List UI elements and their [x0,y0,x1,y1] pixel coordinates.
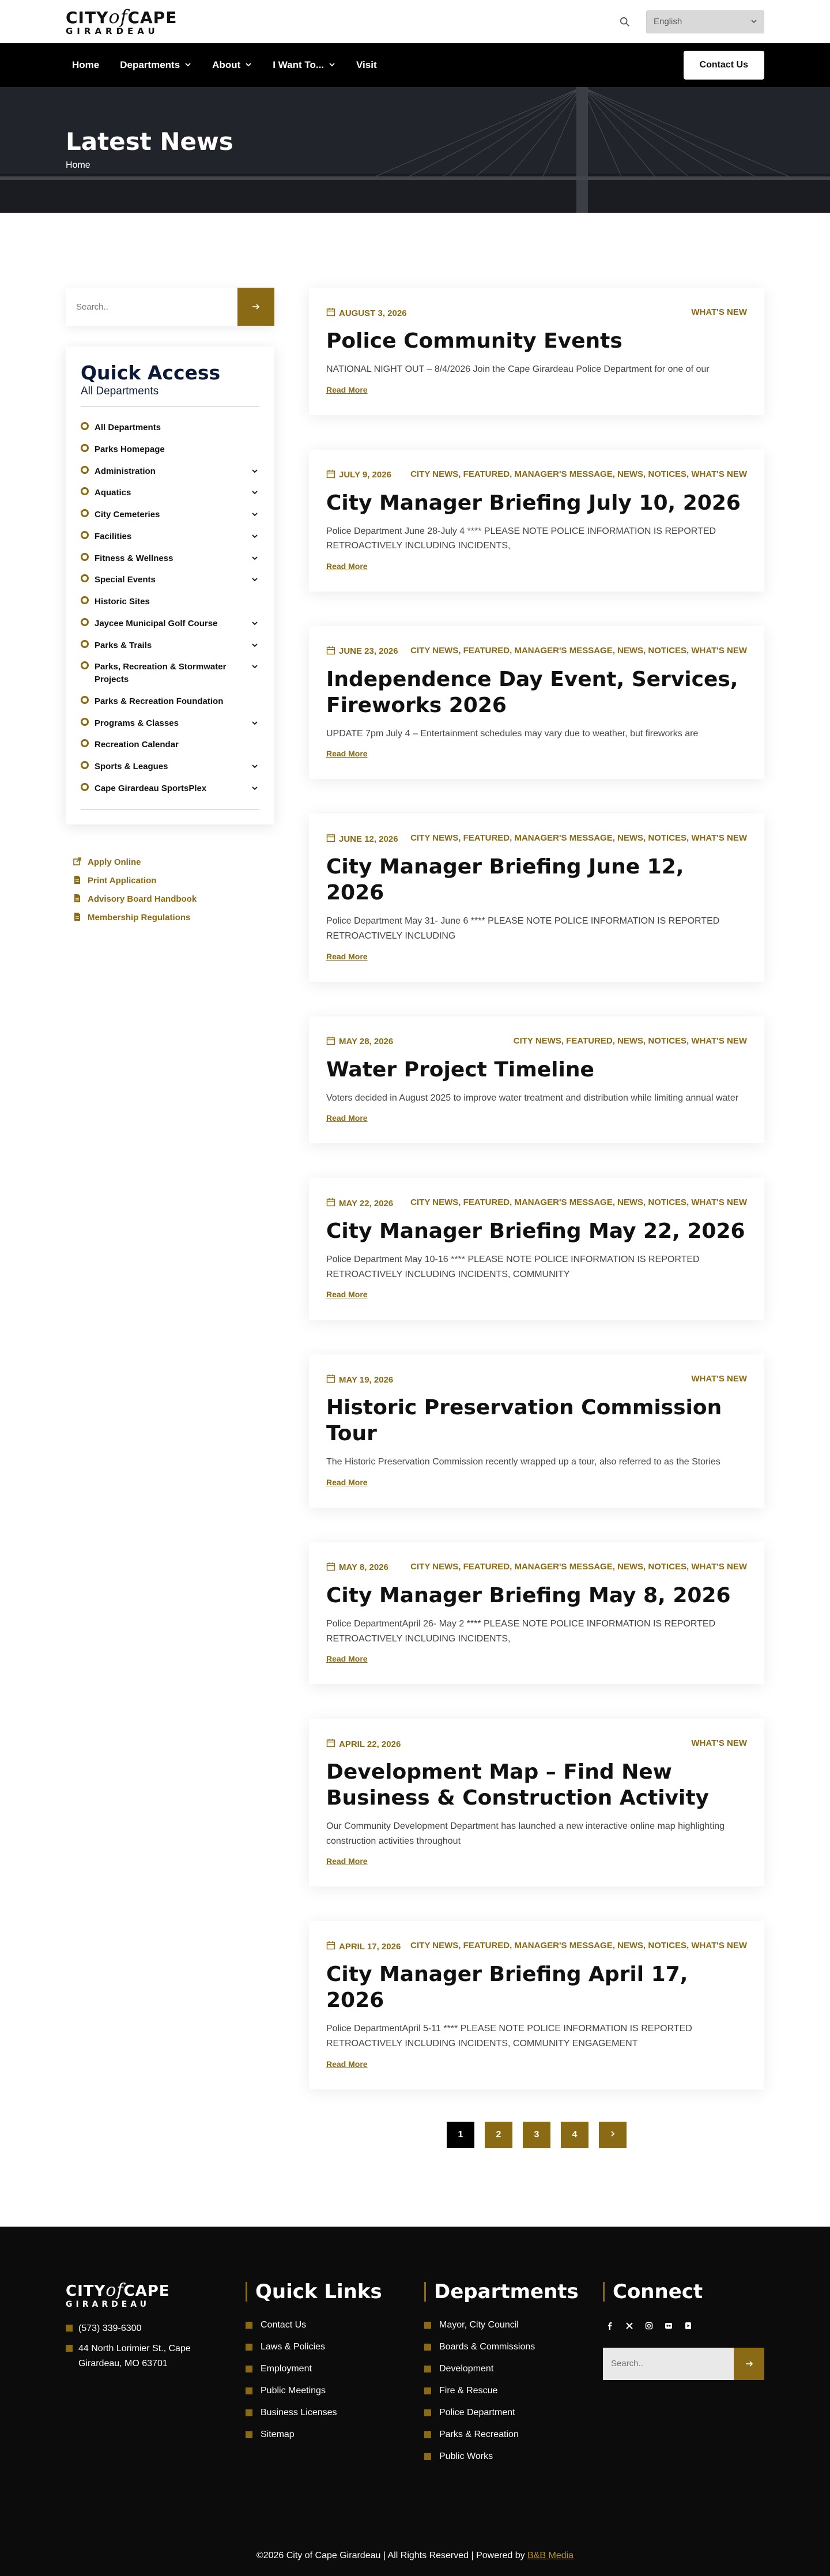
quick-access-item[interactable] [81,713,259,735]
page-button[interactable]: 4 [561,2122,588,2148]
footer-quick-links [246,2282,424,2468]
footer-departments-title: Departments [424,2282,603,2302]
quick-access-item[interactable] [81,756,259,778]
next-page-button[interactable] [599,2122,627,2148]
post-excerpt: NATIONAL NIGHT OUT – 8/4/2026 Join the Cape Girardeau Police Department for one of our [326,364,710,374]
post-categories[interactable]: CITY NEWS, FEATURED, MANAGER'S MESSAGE, NEWS, NOTICES, WHAT'S NEW [410,645,747,656]
footer-quick-link[interactable] [246,2314,424,2336]
footer-department-link-label: Development [439,2363,494,2374]
document-icon [73,894,82,905]
chevron-down-icon[interactable] [251,641,259,649]
chevron-down-icon[interactable] [251,784,259,792]
nav-item-label: I Want To... [273,59,325,70]
sidebar-search [66,288,274,326]
post-categories[interactable]: CITY NEWS, FEATURED, MANAGER'S MESSAGE, NEWS, NOTICES, WHAT'S NEW [410,1561,747,1572]
calendar-icon [326,833,335,845]
language-selected: English [654,17,682,27]
quick-access-item-label: Cape Girardeau SportsPlex [95,783,207,793]
post-excerpt: Voters decided in August 2025 to improve water treatment and distribution while limiting annual water [326,1093,739,1103]
quick-access-title: Quick Access [81,361,221,384]
footer-connect-title: Connect [603,2282,764,2302]
post-date-text: MAY 8, 2026 [339,1562,388,1573]
quick-access-item-label: Historic Sites [95,597,150,607]
footer-search-button[interactable] [734,2348,764,2380]
square-bullet-icon [424,2387,431,2394]
quick-access-panel [66,347,274,824]
quick-access-item[interactable] [81,691,259,713]
post-excerpt: UPDATE 7pm July 4 – Entertainment schedules may vary due to weather, but fireworks are [326,728,699,739]
nav-item-label: Home [72,59,100,70]
footer-department-link[interactable] [424,2446,603,2468]
page-button[interactable]: 2 [485,2122,512,2148]
instagram-icon[interactable] [644,2321,654,2330]
youtube-icon[interactable] [684,2321,693,2330]
phone-icon [66,2325,73,2332]
footer-address-text: 44 North Lorimier St., Cape Girardeau, MO 63701 [78,2344,191,2368]
sidebar-link[interactable] [73,853,274,872]
chevron-down-icon[interactable] [251,532,259,540]
post-excerpt: Police Department June 28-July 4 **** PLEASE NOTE POLICE INFORMATION IS REPORTED RETROACTIVELY INCLUDING INCIDENTS, [326,526,716,551]
square-bullet-icon [424,2344,431,2351]
quick-access-item-label: Facilities [95,531,132,541]
read-more-link[interactable]: Read More [326,1856,368,1866]
sidebar-link[interactable] [73,909,274,927]
external-link-icon [73,857,82,868]
quick-access-item[interactable] [81,548,259,570]
post-categories[interactable]: CITY NEWS, FEATURED, NEWS, NOTICES, WHAT'S NEW [513,1035,747,1046]
footer-quick-links-title: Quick Links [246,2282,424,2302]
news-card [309,626,764,779]
square-bullet-icon [246,2366,252,2372]
circle-bullet-icon [81,574,89,582]
contact-us-button[interactable]: Contact Us [684,51,764,80]
post-excerpt: Police DepartmentApril 26- May 2 **** PLEASE NOTE POLICE INFORMATION IS REPORTED RETROACTIVELY INCLUDING INCIDENTS, [326,1618,716,1644]
sidebar-links [66,853,274,927]
footer-quick-link-label: Laws & Policies [261,2341,326,2352]
quick-access-item[interactable] [81,482,259,504]
news-card [309,1542,764,1684]
page-title: Latest News [66,127,233,156]
footer-logo-city: CITY [66,2282,106,2300]
read-more-link[interactable]: Read More [326,1654,368,1664]
footer-logo-cape: CAPE [123,2282,170,2300]
calendar-icon [326,1197,335,1209]
post-date-text: MAY 19, 2026 [339,1374,394,1385]
chevron-down-icon[interactable] [251,719,259,727]
post-categories[interactable]: WHAT'S NEW [691,1374,747,1384]
circle-bullet-icon [81,553,89,561]
calendar-icon [326,469,335,481]
news-card [309,1016,764,1144]
post-date-text: JUNE 12, 2026 [339,834,398,844]
nav-item-2[interactable] [212,59,252,71]
post-date [326,1562,388,1573]
read-more-link[interactable]: Read More [326,1113,368,1123]
news-card [309,814,764,981]
post-title[interactable]: City Manager Briefing May 22, 2026 [326,1219,745,1244]
footer-logo[interactable] [66,2282,246,2308]
news-card [309,1354,764,1508]
post-categories[interactable]: WHAT'S NEW [691,1738,747,1749]
quick-access-item-label: Parks & Recreation Foundation [95,696,224,706]
post-title[interactable]: Development Map – Find New Business & Construction Activity [326,1760,710,1810]
nav-item-label: Visit [356,59,377,70]
quick-access-list [81,417,259,800]
footer-department-link[interactable] [424,2380,603,2402]
quick-access-item[interactable] [81,613,259,635]
language-select[interactable] [646,10,764,33]
read-more-link[interactable]: Read More [326,951,368,961]
breadcrumb[interactable]: Home [66,160,90,170]
sidebar-search-button[interactable] [237,288,274,326]
circle-bullet-icon [81,718,89,726]
post-categories[interactable]: CITY NEWS, FEATURED, MANAGER'S MESSAGE, NEWS, NOTICES, WHAT'S NEW [410,1941,747,1951]
chevron-down-icon[interactable] [251,662,259,671]
news-card [309,450,764,592]
footer-connect [603,2282,764,2468]
post-title[interactable]: City Manager Briefing April 17, 2026 [326,1963,688,2013]
quick-access-item-label: Fitness & Wellness [95,553,173,563]
footer-logo-of: of [105,2280,124,2300]
circle-bullet-icon [81,444,89,452]
post-date-text: AUGUST 3, 2026 [339,308,407,318]
circle-bullet-icon [81,509,89,517]
circle-bullet-icon [81,761,89,769]
post-date-text: JUNE 23, 2026 [339,646,398,657]
footer-quick-link[interactable] [246,2402,424,2424]
sidebar-link-label: Apply Online [88,857,141,867]
post-excerpt: Police Department May 10-16 **** PLEASE NOTE POLICE INFORMATION IS REPORTED RETROACTIVELY INCLUDING INCIDENTS, COMMUNITY [326,1255,700,1279]
footer-search-input[interactable] [603,2348,734,2380]
news-card [309,1178,764,1320]
chevron-down-icon [184,59,191,71]
calendar-icon [326,646,335,657]
chevron-down-icon[interactable] [251,467,259,475]
sidebar-link-label: Print Application [88,876,157,886]
logo-cape: CAPE [127,8,178,27]
read-more-link[interactable]: Read More [326,561,368,571]
footer-department-link-label: Boards & Commissions [439,2341,535,2352]
quick-access-item[interactable] [81,439,259,461]
quick-access-item[interactable] [81,734,259,756]
news-card [309,288,764,415]
quick-access-item-label: Special Events [95,575,156,585]
nav-item-3[interactable] [273,59,335,71]
chevron-down-icon [751,17,757,27]
document-icon [73,912,82,924]
quick-access-item-label: Parks Homepage [95,444,165,454]
arrow-right-icon [745,2359,754,2368]
main-content [0,213,830,2148]
post-title[interactable]: City Manager Briefing July 10, 2026 [326,491,741,515]
post-categories[interactable]: CITY NEWS, FEATURED, MANAGER'S MESSAGE, NEWS, NOTICES, WHAT'S NEW [410,1197,747,1208]
calendar-icon [326,307,335,319]
chevron-down-icon[interactable] [251,619,259,627]
quick-access-item-label: Parks & Trails [95,640,152,650]
footer-department-link-label: Parks & Recreation [439,2429,519,2439]
footer-quick-link-label: Sitemap [261,2429,295,2439]
quick-access-item[interactable] [81,635,259,657]
footer-quick-link-label: Business Licenses [261,2407,337,2417]
quick-access-item-label: All Departments [95,423,161,432]
post-date [326,1197,393,1209]
flickr-icon[interactable] [664,2321,673,2330]
circle-bullet-icon [81,596,89,604]
quick-access-item-label: Jaycee Municipal Golf Course [95,618,218,628]
post-excerpt: Police Department May 31- June 6 **** PLEASE NOTE POLICE INFORMATION IS REPORTED RETROACTIVELY INCLUDING [326,916,720,941]
quick-access-item[interactable] [81,656,259,691]
quick-access-item[interactable] [81,778,259,800]
footer-department-link-label: Fire & Rescue [439,2385,498,2396]
nav-item-4[interactable] [356,59,377,71]
square-bullet-icon [424,2453,431,2460]
footer-logo-girardeau: GIRARDEAU [66,2299,150,2309]
calendar-icon [326,1941,335,1952]
sidebar-link-label: Membership Regulations [88,913,191,922]
square-bullet-icon [246,2431,252,2438]
sidebar-link-label: Advisory Board Handbook [88,894,197,904]
quick-access-item[interactable] [81,504,259,526]
circle-bullet-icon [81,466,89,474]
footer-department-link[interactable] [424,2424,603,2446]
post-date [326,1036,393,1048]
nav-item-1[interactable] [120,59,191,71]
post-categories[interactable]: CITY NEWS, FEATURED, MANAGER'S MESSAGE, NEWS, NOTICES, WHAT'S NEW [410,833,747,843]
read-more-link[interactable]: Read More [326,749,368,759]
square-bullet-icon [246,2409,252,2416]
footer-phone[interactable] [66,2321,246,2336]
logo-girardeau: GIRARDEAU [66,26,159,36]
quick-access-item[interactable] [81,417,259,439]
circle-bullet-icon [81,739,89,747]
square-bullet-icon [424,2409,431,2416]
circle-bullet-icon [81,640,89,648]
circle-bullet-icon [81,696,89,704]
footer-departments [424,2282,603,2468]
post-date-text: MAY 28, 2026 [339,1037,394,1047]
news-card [309,1921,764,2089]
sidebar-link[interactable] [73,872,274,890]
sidebar [66,288,274,2148]
footer-quick-link[interactable] [246,2358,424,2380]
quick-access-item-label: Programs & Classes [95,718,179,728]
calendar-icon [326,1562,335,1573]
read-more-link[interactable]: Read More [326,1477,368,1487]
post-date [326,1941,401,1952]
quick-access-item-label: Recreation Calendar [95,740,179,750]
post-date-text: JULY 9, 2026 [339,470,391,480]
news-list [309,288,764,2148]
footer-phone-text: (573) 339-6300 [78,2323,142,2333]
chevron-right-icon [609,2130,616,2140]
page-hero [0,87,830,213]
post-title[interactable]: Historic Preservation Commission Tour [326,1396,722,1446]
square-bullet-icon [246,2344,252,2351]
footer-copyright [0,2551,830,2561]
quick-access-item-label: Administration [95,466,156,476]
circle-bullet-icon [81,661,89,669]
post-date-text: MAY 22, 2026 [339,1198,394,1208]
footer-department-link[interactable] [424,2314,603,2336]
square-bullet-icon [246,2387,252,2394]
read-more-link[interactable]: Read More [326,385,368,394]
sidebar-link[interactable] [73,890,274,909]
top-header [0,0,830,43]
circle-bullet-icon [81,618,89,626]
chevron-down-icon [245,59,252,71]
footer-quick-link[interactable] [246,2336,424,2358]
site-logo[interactable] [66,7,177,36]
post-date-text: APRIL 17, 2026 [339,1941,401,1952]
news-card [309,1719,764,1886]
post-date [326,1374,393,1385]
quick-access-item[interactable] [81,526,259,548]
calendar-icon [326,1738,335,1750]
document-icon [73,875,82,887]
site-footer [0,2227,830,2576]
post-excerpt: The Historic Preservation Commission recently wrapped up a tour, also referred to as the Stories [326,1457,720,1467]
social-links [603,2321,764,2330]
footer-department-link-label: Police Department [439,2407,515,2417]
post-date [326,1738,401,1750]
logo-city: CITY [66,8,109,27]
powered-by-link[interactable]: B&B Media [527,2550,574,2560]
quick-access-item-label: Aquatics [95,488,131,498]
calendar-icon [326,1374,335,1385]
footer-department-link-label: Public Works [439,2451,493,2461]
page-button[interactable]: 3 [523,2122,550,2148]
post-date-text: APRIL 22, 2026 [339,1739,401,1749]
logo-of: of [108,6,128,28]
footer-department-link[interactable] [424,2402,603,2424]
post-date [326,469,391,481]
footer-department-link[interactable] [424,2358,603,2380]
post-excerpt: Our Community Development Department has launched a new interactive online map highlighting construction activities throughout [326,1821,725,1846]
circle-bullet-icon [81,783,89,791]
circle-bullet-icon [81,531,89,539]
x-icon[interactable] [625,2321,634,2330]
post-categories[interactable]: CITY NEWS, FEATURED, MANAGER'S MESSAGE, NEWS, NOTICES, WHAT'S NEW [410,469,747,479]
footer-quick-link[interactable] [246,2424,424,2446]
arrow-right-icon [251,302,261,311]
post-categories[interactable]: WHAT'S NEW [691,307,747,317]
post-date [326,646,398,657]
post-excerpt: Police DepartmentApril 5-11 **** PLEASE NOTE POLICE INFORMATION IS REPORTED RETROACTIVELY INCLUDING INCIDENTS, COMMUNITY ENGAGEMENT [326,2024,692,2048]
footer-quick-link-label: Employment [261,2363,312,2374]
page-button[interactable]: 1 [447,2122,474,2148]
post-title[interactable]: City Manager Briefing June 12, 2026 [326,855,684,905]
circle-bullet-icon [81,487,89,495]
post-title[interactable]: Police Community Events [326,329,622,353]
footer-department-link-label: Mayor, City Council [439,2319,519,2330]
quick-access-subtitle: All Departments [81,385,159,397]
quick-access-item[interactable] [81,591,259,613]
footer-address [66,2341,246,2371]
post-date [326,307,407,319]
chevron-down-icon[interactable] [251,510,259,518]
chevron-down-icon[interactable] [251,554,259,562]
quick-access-item[interactable] [81,569,259,591]
main-nav [0,43,830,87]
footer-quick-link[interactable] [246,2380,424,2402]
post-title[interactable]: Independence Day Event, Services, Fireworks 2026 [326,667,738,717]
nav-item-label: Departments [120,59,180,70]
footer-quick-link-label: Contact Us [261,2319,307,2330]
nav-item-0[interactable] [72,59,99,71]
post-date [326,833,398,845]
sidebar-search-input[interactable] [66,288,237,326]
calendar-icon [326,1036,335,1048]
square-bullet-icon [424,2431,431,2438]
pagination [309,2122,764,2148]
chevron-down-icon[interactable] [251,488,259,496]
footer-department-link[interactable] [424,2336,603,2358]
nav-item-label: About [212,59,241,70]
square-bullet-icon [424,2322,431,2329]
chevron-down-icon [329,59,335,71]
chevron-down-icon[interactable] [251,762,259,770]
post-title[interactable]: City Manager Briefing May 8, 2026 [326,1583,731,1607]
quick-access-item-label: Sports & Leagues [95,762,168,771]
post-title[interactable]: Water Project Timeline [326,1057,594,1082]
square-bullet-icon [424,2366,431,2372]
copyright-text: ©2026 City of Cape Girardeau | All Rights Reserved | Powered by [256,2550,528,2560]
quick-access-item-label: Parks, Recreation & Stormwater Projects [95,662,227,684]
chevron-down-icon[interactable] [251,575,259,583]
circle-bullet-icon [81,422,89,430]
facebook-icon[interactable] [605,2321,614,2330]
footer-quick-link-label: Public Meetings [261,2385,326,2396]
read-more-link[interactable]: Read More [326,1290,368,1300]
read-more-link[interactable]: Read More [326,2059,368,2069]
search-icon[interactable] [618,16,631,28]
footer-contact [66,2282,246,2468]
footer-search [603,2348,764,2380]
quick-access-item[interactable] [81,461,259,483]
location-icon [66,2345,73,2352]
quick-access-item-label: City Cemeteries [95,510,160,519]
square-bullet-icon [246,2322,252,2329]
